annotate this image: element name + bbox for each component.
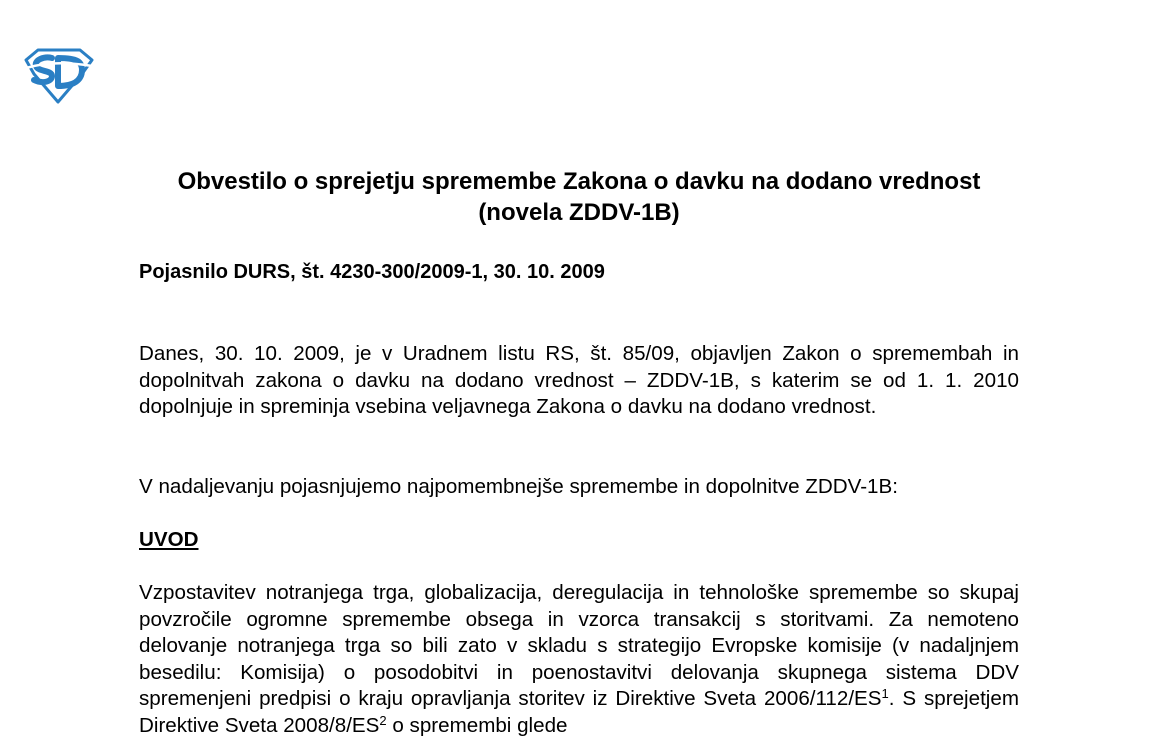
footnote-ref-2[interactable]: 2 bbox=[379, 712, 387, 728]
paragraph-intro: Danes, 30. 10. 2009, je v Uradnem listu RS, št. 85/09, objavljen Zakon o spremembah in dopolnitvah zakona o davku na dodano vrednost – ZDDV-1B, s katerim se od 1. 1. 2010 dopolnjuje in spreminja vsebina veljavnega Zakona o davku na dodano vrednost. bbox=[139, 342, 1019, 418]
paragraph-body-part1: Vzpostavitev notranjega trga, globalizacija, deregulacija in tehnološke spremembe so skupaj povzročile ogromne spremembe obsega in vzorca transakcij s storitvami. Za nemoteno delovanje notranjega trga so bili zato v skladu s strategijo Evropske komisije (v nadaljnjem besedilu: Komisija) o posodobitvi in poenostavitvi delovanja skupnega sistema DDV spremenjeni predpisi o kraju opravljanja storitev iz Direktive Sveta 2006/112/ES bbox=[139, 581, 1019, 710]
footnote-ref-1[interactable]: 1 bbox=[881, 686, 889, 701]
sd-shield-logo-icon bbox=[22, 48, 96, 104]
paragraph-body-part2: . S sprejetjem Direktive Sveta 2008/8/ES bbox=[139, 687, 1019, 737]
section-heading: UVOD bbox=[139, 528, 199, 551]
paragraph-body-part3: o spremembi glede bbox=[386, 713, 568, 737]
paragraph-overview: V nadaljevanju pojasnjujemo najpomembnejše spremembe in dopolnitve ZDDV-1B: bbox=[139, 475, 898, 498]
document-title: Obvestilo o sprejetju spremembe Zakona o davku na dodano vrednost (novela ZDDV-1B) bbox=[177, 168, 981, 226]
paragraph-body bbox=[139, 580, 1019, 739]
document-subtitle: Pojasnilo DURS, št. 4230-300/2009-1, 30. 10. 2009 bbox=[139, 261, 605, 283]
